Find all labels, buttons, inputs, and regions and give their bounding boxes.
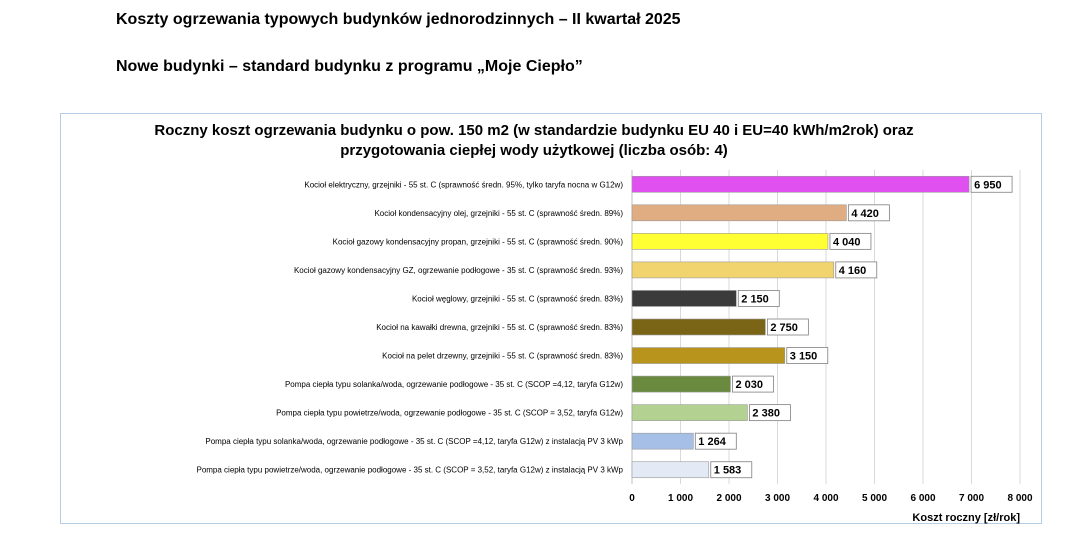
x-tick-label: 3 000 (764, 493, 791, 504)
data-label: 1 583 (713, 464, 742, 477)
bar (632, 290, 736, 306)
chart-title-line-1: Roczny koszt ogrzewania budynku o pow. 150 m2 (w standardzie budynku EU 40 i EU=40 kWh/m2rok) oraz (154, 122, 914, 139)
category-label: Kocioł na kawałki drewna, grzejniki - 55 st. C (sprawność średn. 83%) (376, 323, 623, 332)
data-label: 1 264 (698, 436, 726, 449)
data-label: 3 150 (789, 350, 818, 363)
bar (632, 405, 747, 421)
x-tick-label: 8 000 (1007, 493, 1033, 504)
data-label: 4 160 (838, 264, 867, 277)
data-label: 2 150 (741, 293, 769, 306)
data-label: 4 040 (832, 236, 861, 249)
data-label: 2 030 (735, 379, 763, 392)
x-tick-label: 6 000 (910, 493, 936, 504)
chart-title-line-2: przygotowania ciepłej wody użytkowej (liczba osób: 4) (340, 142, 728, 159)
x-axis-label: Koszt roczny [zł/rok] (912, 512, 1020, 524)
category-label: Kocioł na pelet drzewny, grzejniki - 55 st. C (sprawność średn. 83%) (382, 351, 623, 361)
bar (632, 462, 709, 478)
category-label: Pompa ciepła typu powietrze/woda, ogrzewanie podłogowe - 35 st. C (SCOP = 3,52, taryfa G12w) z instalacją PV 3 kWp (196, 465, 623, 475)
bar (632, 319, 765, 335)
x-tick-label: 7 000 (958, 493, 985, 504)
bar (632, 376, 730, 392)
category-label: Pompa ciepła typu solanka/woda, ogrzewanie podłogowe - 35 st. C (SCOP =4,12, taryfa G12w) z instalacją PV 3 kWp (205, 437, 623, 447)
data-label: 6 950 (974, 179, 1002, 192)
bar (632, 262, 834, 278)
category-label: Kocioł węglowy, grzejniki - 55 st. C (sprawność średn. 83%) (411, 294, 623, 304)
category-label: Kocioł elektryczny, grzejniki - 55 st. C (sprawność średn. 95%, tylko taryfa nocna w G12w) (304, 180, 623, 190)
category-label: Pompa ciepła typu solanka/woda, ogrzewanie podłogowe - 35 st. C (SCOP =4,12, taryfa G12w) (284, 380, 623, 390)
category-label: Pompa ciepła typu powietrze/woda, ogrzewanie podłogowe - 35 st. C (SCOP = 3,52, taryfa G12w) (276, 408, 623, 418)
bar (632, 233, 828, 249)
data-label: 4 420 (851, 207, 879, 220)
x-tick-label: 5 000 (861, 493, 888, 504)
bar (632, 348, 785, 364)
x-tick-label: 1 000 (667, 493, 694, 504)
page-title: Koszty ogrzewania typowych budynków jednorodzinnych – II kwartał 2025 (116, 11, 681, 28)
x-tick-label: 2 000 (716, 493, 742, 504)
bar (632, 176, 969, 192)
category-label: Kocioł kondensacyjny olej, grzejniki - 55 st. C (sprawność średn. 89%) (374, 208, 623, 218)
data-label: 2 380 (752, 407, 780, 420)
bar (632, 433, 693, 449)
bar (632, 205, 846, 221)
x-tick-label: 0 (629, 493, 635, 504)
data-label: 2 750 (770, 322, 798, 334)
category-label: Kocioł gazowy kondensacyjny propan, grzejniki - 55 st. C (sprawność średn. 90%) (332, 237, 623, 247)
x-tick-label: 4 000 (813, 493, 839, 504)
category-label: Kocioł gazowy kondensacyjny GZ, ogrzewanie podłogowe - 35 st. C (sprawność średn. 93%) (293, 265, 623, 275)
page-subtitle: Nowe budynki – standard budynku z programu „Moje Ciepło” (116, 58, 583, 75)
